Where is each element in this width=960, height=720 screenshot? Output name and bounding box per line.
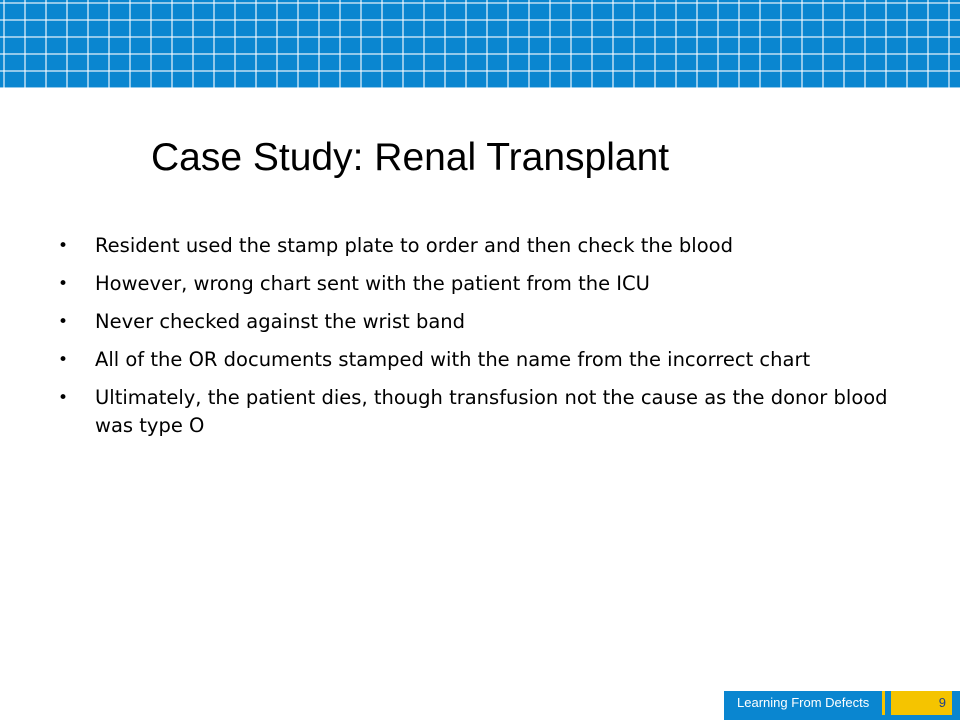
bullet-text: However, wrong chart sent with the patient from the ICU — [95, 272, 650, 295]
list-item — [58, 346, 918, 374]
page-number-box — [891, 691, 952, 715]
list-item — [58, 308, 918, 336]
slide-title: Case Study: Renal Transplant — [151, 136, 670, 179]
footer-label: Learning From Defects — [737, 695, 870, 710]
list-item — [58, 384, 918, 440]
list-item — [58, 232, 918, 260]
bullet-text: Ultimately, the patient dies, though transfusion not the cause as the donor blood was type O — [95, 386, 888, 437]
bullet-icon: • — [58, 274, 69, 294]
bullet-icon: • — [58, 350, 69, 370]
bullet-text: Resident used the stamp plate to order and then check the blood — [95, 234, 733, 257]
bullet-icon: • — [58, 388, 69, 408]
bullet-text: Never checked against the wrist band — [95, 310, 466, 333]
bullet-list — [58, 232, 918, 450]
page-number: 9 — [938, 695, 946, 710]
bullet-icon: • — [58, 236, 69, 256]
bullet-text: All of the OR documents stamped with the name from the incorrect chart — [95, 348, 811, 371]
footer-divider — [882, 691, 885, 715]
list-item — [58, 270, 918, 298]
bullet-icon: • — [58, 312, 69, 332]
footer-bar — [724, 691, 960, 720]
header-banner — [0, 0, 960, 88]
